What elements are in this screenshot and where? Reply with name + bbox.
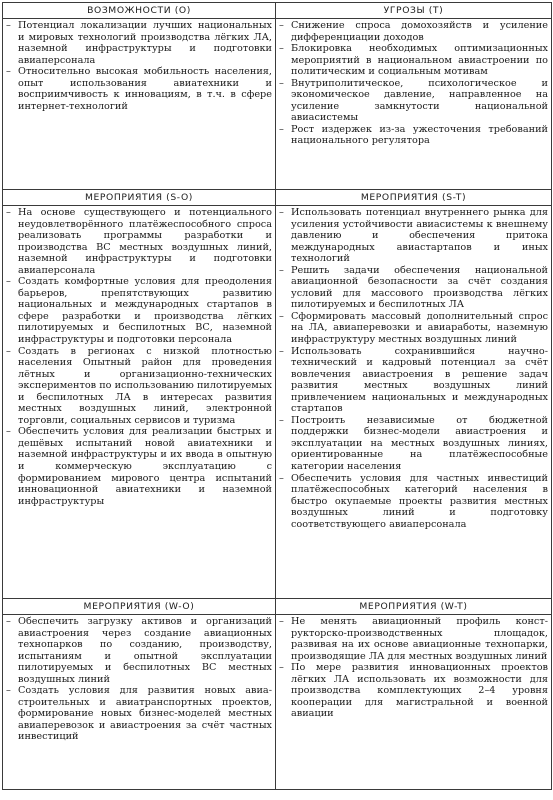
header-row bbox=[3, 190, 552, 206]
bullet-list bbox=[279, 207, 548, 530]
section-content-left bbox=[3, 19, 276, 190]
bullet-item: – Обеспечить условия для частных инвестиций платёжеспособных категорий населения в быстро окупаемые проекты развития местных воздушных линий и подготовку соответствующего авиаперсонала bbox=[279, 473, 548, 531]
bullet-item: – Потенциал локализации лучших национальных и мировых технологий производства лёгких ЛА, наземной инфраструктуры и подготовки авиаперсонала bbox=[6, 20, 272, 66]
section-header-right: МЕРОПРИЯТИЯ (S-T) bbox=[276, 190, 552, 206]
bullet-item: – Обеспечить загрузку активов и организаций авиастроения через создание авиационных технопарков по созданию, производству, испытаниям и опытной эксплуатации пилотируемых и беспилотных ВС местных воздушных линий bbox=[6, 616, 272, 685]
section-header-left: МЕРОПРИЯТИЯ (W-O) bbox=[3, 599, 276, 615]
section-header-left: ВОЗМОЖНОСТИ (O) bbox=[3, 3, 276, 19]
swot-table bbox=[2, 2, 552, 790]
section-header-left: МЕРОПРИЯТИЯ (S-O) bbox=[3, 190, 276, 206]
bullet-item: – Создать условия для развития новых авиастроительных и авиатранспортных проектов, формирование новых бизнес-моделей местных авиаперевозок и авиастроения за счёт частных инвестиций bbox=[6, 685, 272, 743]
bullet-item: – Внутриполитическое, психологическое и экономическое давление, направленное на усиление замкнутости национальной авиасистемы bbox=[279, 78, 548, 124]
swot-page bbox=[2, 2, 551, 798]
bullet-item: – Решить задачи обеспечения национальной авиационной безопасности за счёт создания условий для массового производства лёгких пилотируемых и беспилотных ЛА bbox=[279, 265, 548, 311]
header-row bbox=[3, 3, 552, 19]
bullet-item: – Сформировать массовый дополнительный спрос на ЛА, авиаперевозки и авиаработы, наземную инфраструктуру местных воздушных линий bbox=[279, 311, 548, 346]
content-row bbox=[3, 206, 552, 599]
bullet-item: – Построить независимые от бюджетной поддержки бизнес-модели авиастроения и эксплуатации на местных воздушных линиях, ориентированные на платёжеспособные категории населения bbox=[279, 415, 548, 473]
bullet-list bbox=[6, 207, 272, 507]
bullet-item: – Рост издержек из-за ужесточения требований национального регулятора bbox=[279, 124, 548, 147]
bullet-item: – Снижение спроса домохозяйств и усиление дифференциации доходов bbox=[279, 20, 548, 43]
section-content-right bbox=[276, 615, 552, 790]
bullet-item: – Создать в регионах с низкой плотностью населения Опытный район для проведения лётных и организационно-технических экспериментов по использованию пилотируемых и беспилотных ЛА в интересах развития местных воздушных линий, электронной торговли, социальных сервисов и туризма bbox=[6, 346, 272, 427]
header-row bbox=[3, 599, 552, 615]
bullet-item: – По мере развития инновационных проектов лёгких ЛА использовать их возможности для производства комплектующих 2–4 уровня кооперации для магистральной и военной авиации bbox=[279, 662, 548, 720]
bullet-item: – Использовать потенциал внутреннего рынка для усиления устойчивости авиасистемы к внешнему давлению и обеспечения притока международных авиастартапов и иных технологий bbox=[279, 207, 548, 265]
bullet-item: – Относительно высокая мобильность населения, опыт использования авиатехники и восприимчивость к инновациям, в т.ч. в сфере интернет-технологий bbox=[6, 66, 272, 112]
section-content-right bbox=[276, 206, 552, 599]
bullet-list bbox=[279, 616, 548, 720]
section-content-left bbox=[3, 615, 276, 790]
bullet-item: – На основе существующего и потенциального неудовлетворённого платёжеспособного спроса реализовать программы разработки и производства ВС местных воздушных линий, наземной инфраструктуры и подготовки авиаперсонала bbox=[6, 207, 272, 276]
bullet-item: – Блокировка необходимых оптимизационных мероприятий в национальном авиастроении по политическим и социальным мотивам bbox=[279, 43, 548, 78]
section-header-right: УГРОЗЫ (T) bbox=[276, 3, 552, 19]
bullet-list bbox=[6, 20, 272, 112]
bullet-list bbox=[6, 616, 272, 743]
bullet-item: – Обеспечить условия для реализации быстрых и дешёвых испытаний новой авиатехники и наземной инфраструктуры и их ввода в опытную и коммерческую эксплуатацию с формированием мирового центра испытаний инновационной авиатехники и наземной инфраструктуры bbox=[6, 426, 272, 507]
section-header-right: МЕРОПРИЯТИЯ (W-T) bbox=[276, 599, 552, 615]
bullet-list bbox=[279, 20, 548, 147]
bullet-item: – Не менять авиационный профиль конструкторско-производственных площадок, развивая на их основе авиационные технопарки, производящие ЛА для местных воздушных линий bbox=[279, 616, 548, 662]
section-content-right bbox=[276, 19, 552, 190]
section-content-left bbox=[3, 206, 276, 599]
content-row bbox=[3, 615, 552, 790]
bullet-item: – Использовать сохранившийся научно-технический и кадровый потенциал за счёт вовлечения авиастроения в решение задач развития местных воздушных линий привлечением национальных и международных стартапов bbox=[279, 346, 548, 415]
bullet-item: – Создать комфортные условия для преодоления барьеров, препятствующих развитию национальных и международных стартапов в сфере разработки и производства лёгких пилотируемых и беспилотных ВС, наземной инфраструктуры и подготовки персонала bbox=[6, 276, 272, 345]
content-row bbox=[3, 19, 552, 190]
